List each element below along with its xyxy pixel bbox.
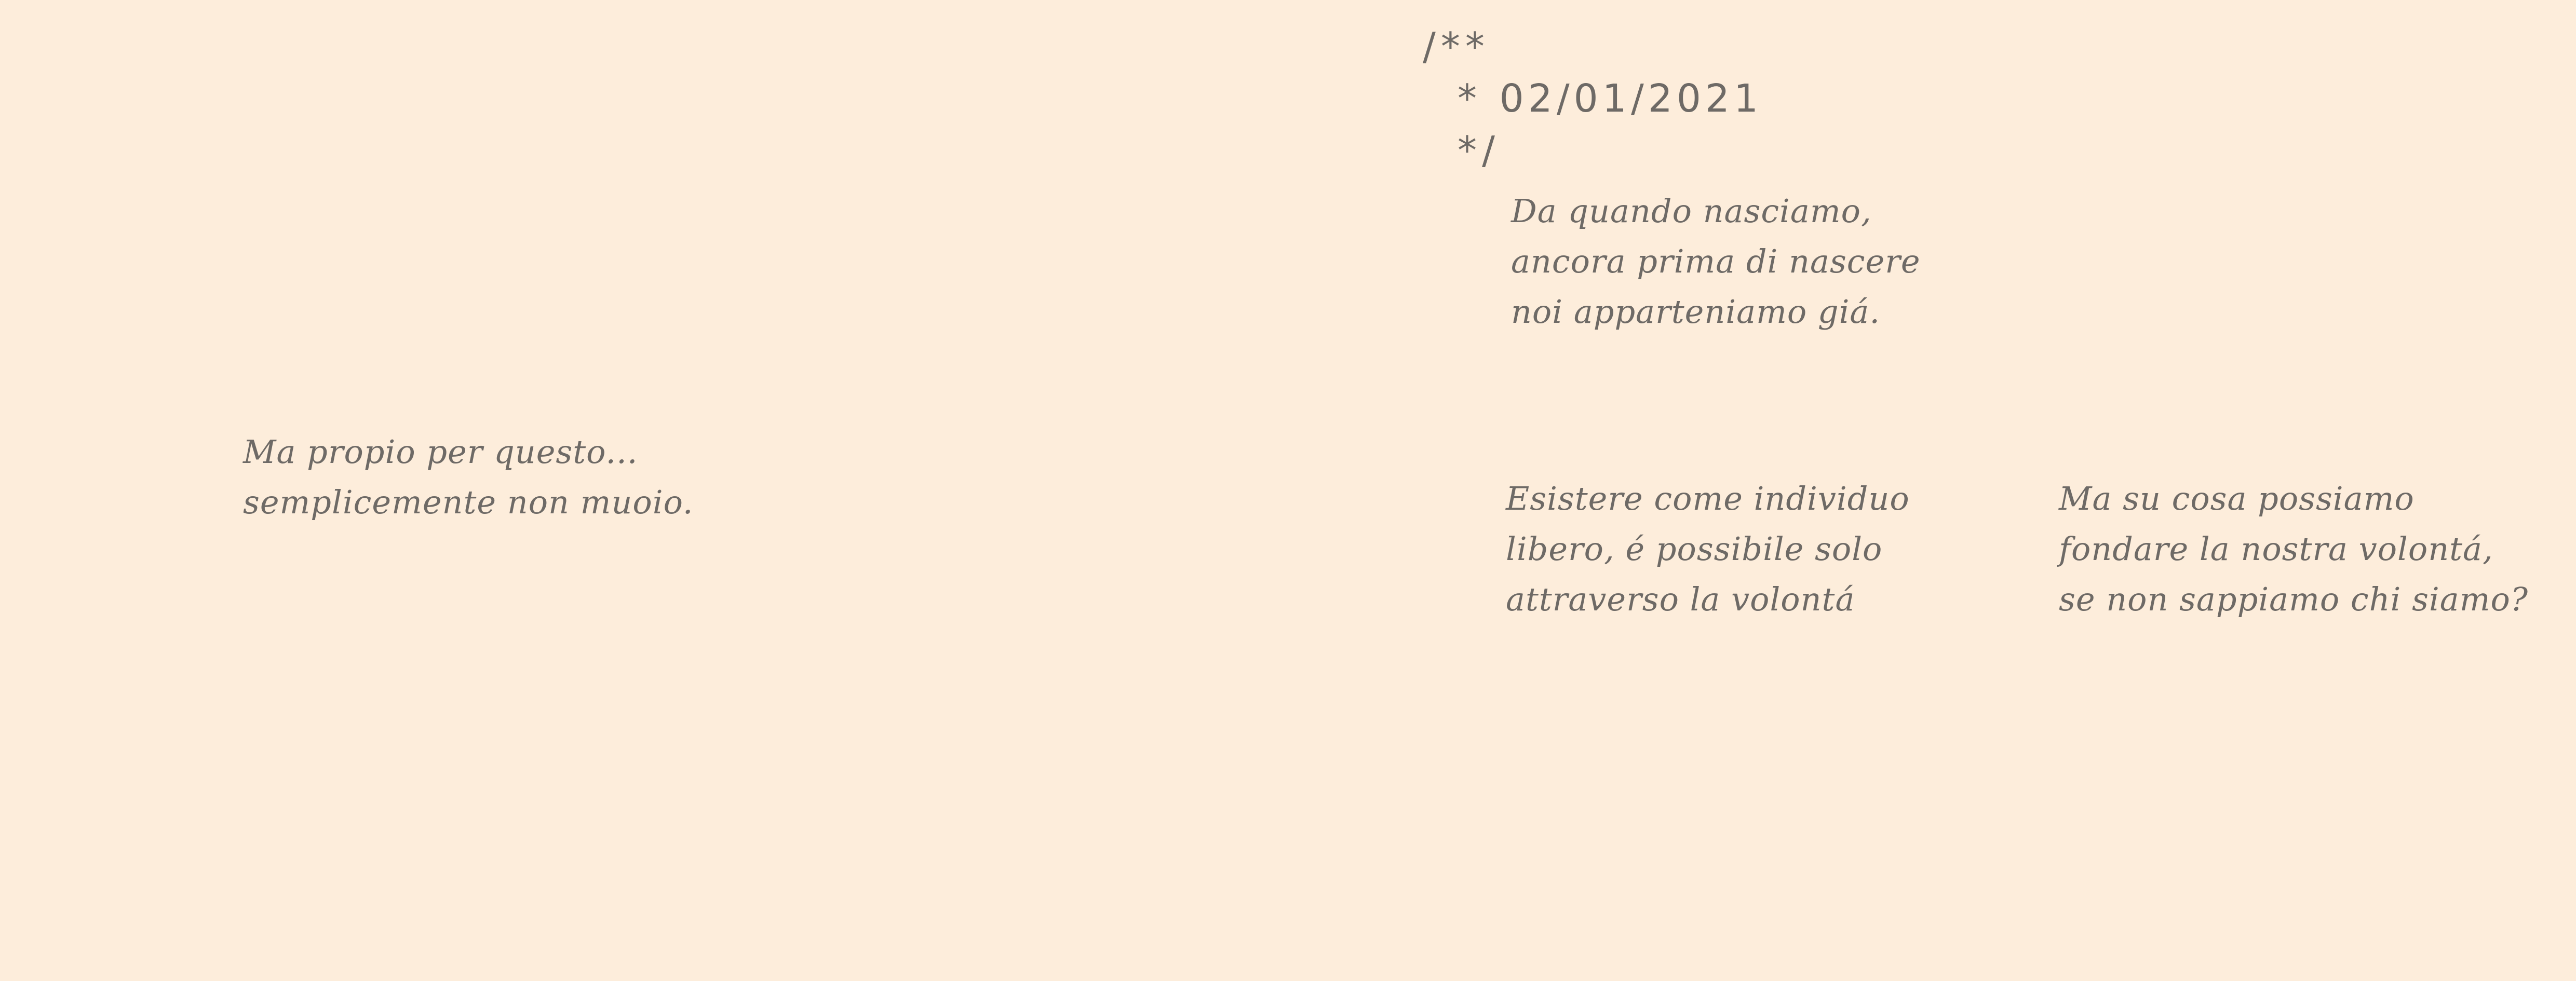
comment-open: /** — [1423, 24, 1490, 69]
poem-right-line-3: se non sappiamo chi siamo? — [2059, 580, 2529, 618]
poem-top — [1511, 186, 1921, 337]
poem-middle-line-1: Esistere come individuo — [1506, 480, 1910, 517]
date-line — [1423, 73, 1762, 125]
poem-top-line-2: ancora prima di nascere — [1511, 242, 1921, 280]
poem-left — [243, 427, 694, 527]
poem-left-line-1: Ma propio per questo... — [243, 433, 638, 471]
comment-star: * — [1458, 76, 1482, 121]
poem-right — [2059, 473, 2528, 624]
poem-middle — [1506, 473, 1910, 624]
poem-left-line-2: semplicemente non muoio. — [243, 483, 694, 521]
comment-close: */ — [1458, 128, 1500, 173]
poem-top-line-1: Da quando nasciamo, — [1511, 192, 1872, 230]
poem-middle-line-2: libero, é possibile solo — [1506, 530, 1883, 568]
poem-top-line-3: noi apparteniamo giá. — [1511, 293, 1881, 331]
date-comment-block — [1423, 21, 1762, 176]
date-text: 02/01/2021 — [1499, 76, 1763, 121]
poem-right-line-2: fondare la nostra volontá, — [2059, 530, 2493, 568]
poem-middle-line-3: attraverso la volontá — [1506, 580, 1855, 618]
poem-right-line-1: Ma su cosa possiamo — [2059, 480, 2415, 517]
